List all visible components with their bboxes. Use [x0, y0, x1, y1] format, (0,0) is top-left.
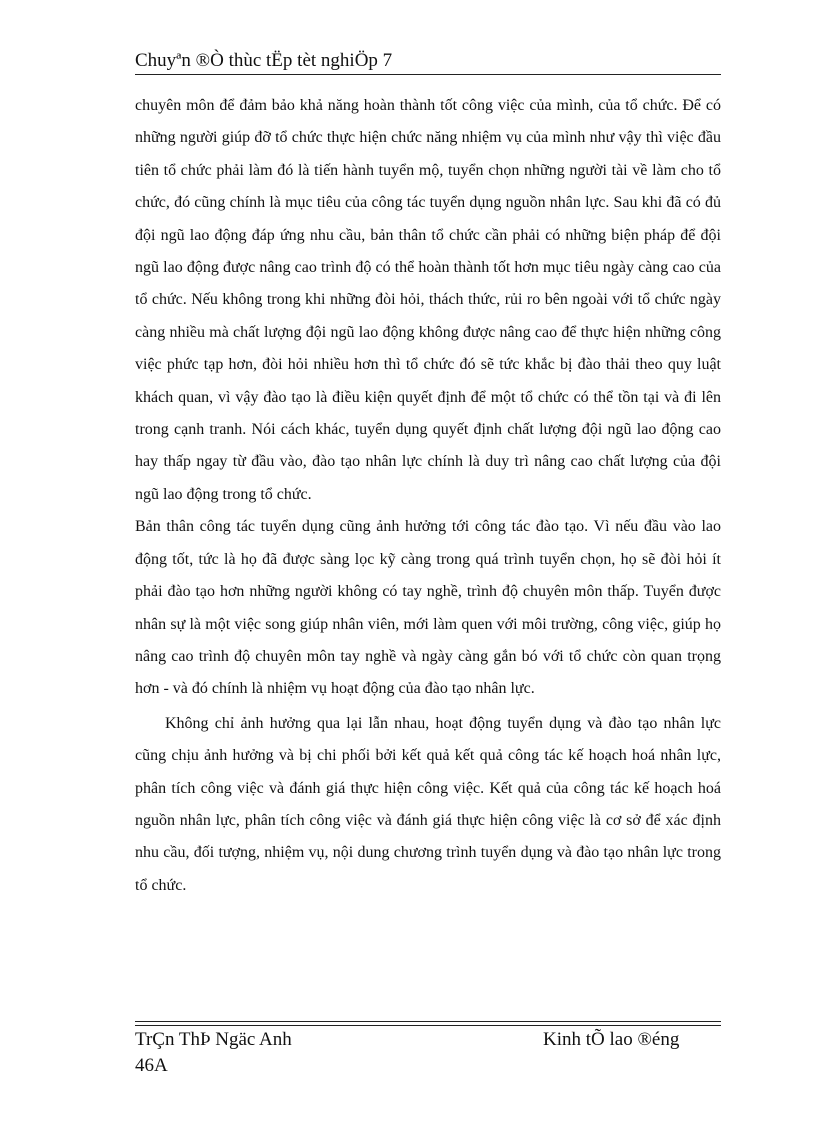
footer-department: Kinh tÕ lao ®éng	[543, 1029, 680, 1050]
footer-author: TrÇn ThÞ Ngäc Anh	[135, 1029, 292, 1050]
footer-class: 46A	[135, 1055, 168, 1076]
paragraph-2: Bản thân công tác tuyển dụng cũng ảnh hưởng tới công tác đào tạo. Vì nếu đầu vào lao động tốt, tức là họ đã được sàng lọc kỹ càng trong quá trình tuyển chọn, họ sẽ đòi hỏi ít phải đào tạo hơn những người không có tay nghề, trình độ chuyên môn thấp. Tuyển được nhân sự là một việc song giúp nhân viên, mới làm quen với môi trường, công việc, giúp họ nâng cao trình độ chuyên môn tay nghề và ngày càng gắn bó với tổ chức còn quan trọng hơn - và đó chính là nhiệm vụ hoạt động của đào tạo nhân lực.	[135, 518, 721, 698]
footer-rule	[135, 1021, 721, 1026]
paragraph-1: chuyên môn để đảm bảo khả năng hoàn thành tốt công việc của mình, của tổ chức. Để có những người giúp đỡ tổ chức thực hiện chức năng nhiệm vụ của mình như vậy thì việc đầu tiên tổ chức phải làm đó là tiến hành tuyển mộ, tuyển chọn những người tài về làm cho tổ chức, đó cũng chính là mục tiêu của công tác tuyển dụng nguồn nhân lực. Sau khi đã có đủ đội ngũ lao động đáp ứng nhu cầu, bản thân tổ chức cần phải có những biện pháp để đội ngũ lao động được nâng cao trình độ có thể hoàn thành tốt hơn mục tiêu ngày càng cao của tổ chức. Nếu không trong khi những đòi hỏi, thách thức, rủi ro bên ngoài với tổ chức ngày càng nhiều mà chất lượng đội ngũ lao động không được nâng cao để thực hiện những công việc phức tạp hơn, đòi hỏi nhiều hơn thì tổ chức đó sẽ tức khắc bị đào thải theo quy luật khách quan, vì vậy đào tạo là điều kiện quyết định để một tổ chức có thể tồn tại và đi lên trong cạnh tranh. Nói cách khác, tuyển dụng quyết định chất lượng đội ngũ lao động cao hay thấp ngay từ đầu vào, đào tạo nhân lực chính là duy trì nâng cao chất lượng của đội ngũ lao động trong tổ chức.	[135, 97, 721, 503]
header-rule	[135, 74, 721, 75]
paragraph-3: Không chỉ ảnh hưởng qua lại lẫn nhau, hoạt động tuyển dụng và đào tạo nhân lực cũng chịu ảnh hưởng và bị chi phối bởi kết quả kết quả công tác kế hoạch hoá nhân lực, phân tích công việc và đánh giá thực hiện công việc. Kết quả của công tác kế hoạch hoá nguồn nhân lực, phân tích công việc và đánh giá thực hiện công việc là cơ sở để xác định nhu cầu, đối tượng, nhiệm vụ, nội dung chương trình tuyển dụng và đào tạo nhân lực trong tổ chức.	[135, 714, 721, 894]
body-text	[135, 90, 721, 902]
page-header-title: Chuyªn ®Ò thùc tËp tèt nghiÖp 7	[135, 50, 393, 71]
